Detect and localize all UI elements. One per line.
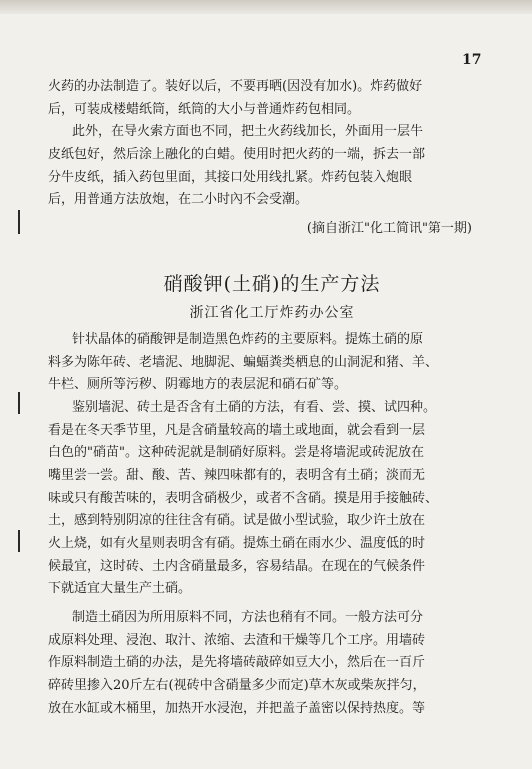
article-title: 硝酸钾(土硝)的生产方法: [163, 272, 381, 295]
page-number: 17: [462, 52, 482, 68]
margin-mark: [18, 530, 20, 552]
text-line: 牛栏、厕所等污秽、阴霉地方的表层泥和硝石矿等。: [48, 377, 348, 393]
article-org: 浙江省化工厅炸药办公室: [189, 304, 355, 321]
text-line: 料多为陈年砖、老墙泥、地脚泥、蝙蝠粪类栖息的山洞泥和猪、羊、: [48, 354, 439, 370]
text-line: 作原料制造土硝的办法，是先将墙砖敲碎如豆大小，然后在一百斤: [48, 655, 426, 671]
text-line: 看是在冬天季节里，凡是含硝量较高的墙土或地面，就会看到一层: [48, 422, 426, 438]
text-line: 下就适宜大量生产土硝。: [48, 581, 192, 597]
text-line: 土，感到特别阴凉的往往含有硝。试是做小型试验，取少许土放在: [48, 513, 426, 529]
text-line: 火药的办法制造了。装好以后，不要再晒(因没有加水)。炸药做好: [48, 79, 423, 94]
text-line: 放在水缸或木桶里，加热开水浸泡，并把盖子盖密以保持热度。等: [48, 700, 426, 716]
page-text: [48, 76, 496, 721]
source-note: (摘自浙江"化工简讯"第一期): [306, 221, 472, 237]
text-line: 嘴里尝一尝。甜、酸、苦、辣四味都有的，表明含有土硝；淡而无: [48, 467, 426, 483]
text-line: 火上烧，如有火星则表明含有硝。提炼土硝在雨水少、温度低的时: [48, 536, 426, 551]
text-line: 味或只有酸苦味的，表明含硝极少，或者不含硝。摸是用手接触砖、: [48, 490, 439, 506]
text-line: 成原料处理、浸泡、取汁、浓缩、去渣和干燥等几个工序。用墙砖: [48, 632, 426, 648]
margin-mark: [18, 392, 20, 414]
text-line: 皮纸包好，然后涂上融化的白蜡。使用时把火药的一端，拆去一部: [48, 147, 426, 163]
text-line: 碎砖里掺入20斤左右(视砖中含硝量多少而定)草木灰或柴灰拌匀，: [48, 678, 426, 694]
text-line: 鉴别墙泥、砖土是否含有土硝的方法，有看、尝、摸、试四种。: [72, 399, 437, 415]
text-line: 后，可装成楼蜡纸筒，纸筒的大小与普通炸药包相同。: [48, 101, 361, 117]
text-line: 制造土硝因为所用原料不同，方法也稍有不同。一般方法可分: [72, 610, 424, 626]
text-line: 白色的"硝苗"。这种砖泥就是制硝好原料。尝是将墙泥或砖泥放在: [48, 445, 424, 461]
text-line: 针状晶体的硝酸钾是制造黑色炸药的主要原料。提炼土硝的原: [72, 331, 424, 347]
text-line: 候最宜，这时砖、土内含硝量最多，容易结晶。在现在的气候条件: [48, 558, 426, 574]
text-line: 后，用普通方法放炮，在二小时內不会受潮。: [48, 192, 309, 208]
scan-edge: [0, 0, 532, 14]
margin-mark: [18, 210, 20, 234]
text-line: 分牛皮纸，插入药包里面，其接口处用线扎紧。炸药包装入炮眼: [48, 169, 413, 185]
text-line: 此外，在导火索方面也不同，把土火药线加长，外面用一层牛: [72, 124, 424, 140]
